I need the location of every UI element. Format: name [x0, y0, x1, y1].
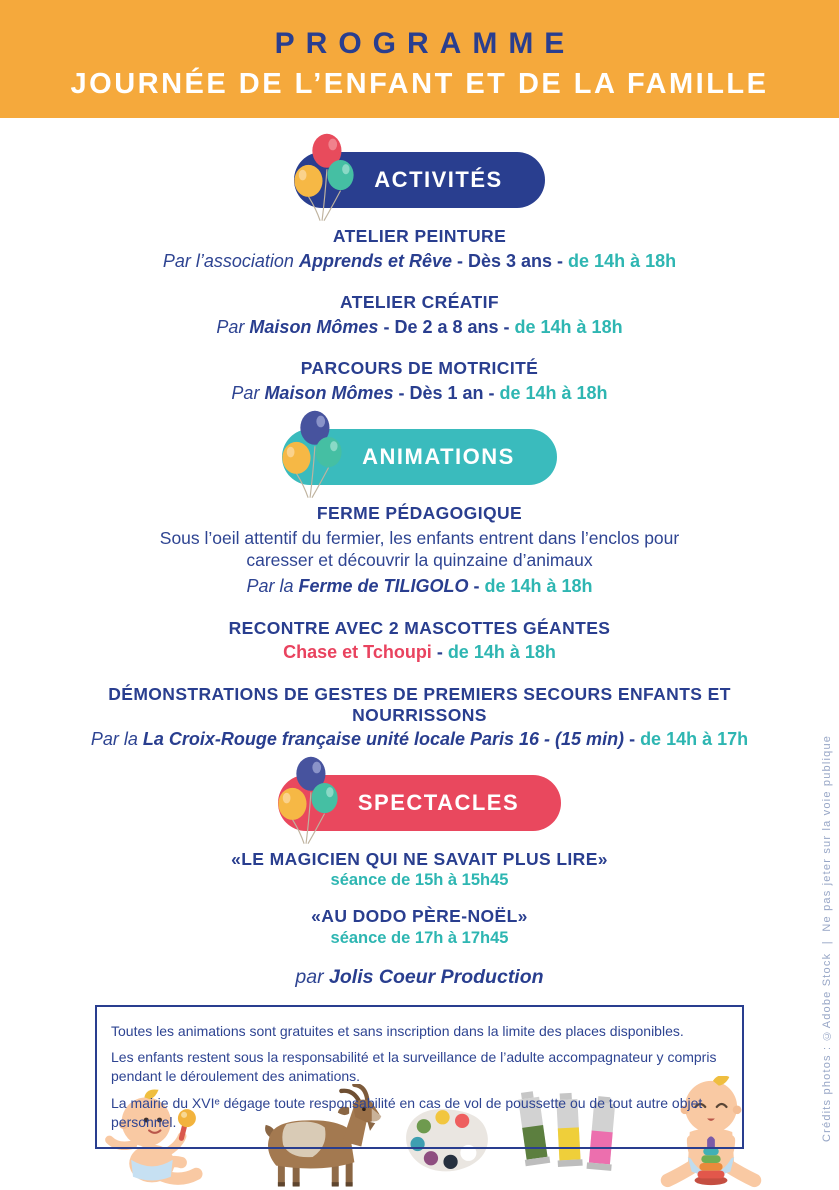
section-label-animations: ANIMATIONS [362, 443, 515, 469]
separator: - [468, 576, 485, 597]
section-label-activites: ACTIVITÉS [374, 167, 503, 192]
separator: - [624, 729, 641, 750]
credit-prefix: par [295, 965, 330, 988]
section-badge-activites [294, 152, 544, 208]
balloons-icon [290, 130, 358, 224]
by-prefix: Par la [246, 576, 299, 597]
activity-item [0, 292, 839, 338]
balloons-icon [278, 407, 346, 501]
time-range: de 14h à 18h [514, 316, 623, 337]
animation-detail [0, 642, 839, 664]
show-time: séance de 17h à 17h45 [330, 928, 509, 947]
provider-name: La Croix-Rouge française unité locale Paris 16 - (15 min) [142, 729, 625, 750]
notice-paragraph: Toutes les animations sont gratuites et sans inscription dans la limite des places disponibles. [111, 1022, 684, 1039]
activity-detail [0, 251, 839, 273]
age-range: - De 2 a 8 ans - [378, 316, 515, 337]
production-credit [0, 966, 839, 989]
notice-box [95, 1005, 744, 1150]
by-prefix: Par [231, 383, 265, 404]
section-label-spectacles: SPECTACLES [357, 789, 520, 815]
section-badge-spectacles [278, 775, 561, 831]
time-range: de 14h à 18h [568, 250, 677, 271]
balloons-icon [274, 753, 342, 847]
activity-title: PARCOURS DE MOTRICITÉ [300, 358, 539, 379]
notice-paragraph: La mairie du XVIᵉ dégage toute responsabilité en cas de vol de poussette ou de tout autre objet personnel. [111, 1094, 703, 1130]
by-prefix: Par l’association [162, 250, 299, 271]
provider-name: Apprends et Rêve [298, 250, 452, 271]
animation-detail [0, 576, 839, 598]
separator: - [431, 642, 448, 663]
production-name: Jolis Coeur Production [329, 965, 544, 988]
show-item [0, 906, 839, 948]
animation-item [0, 618, 839, 664]
activity-detail [0, 383, 839, 405]
show-title: «LE MAGICIEN QUI NE SAVAIT PLUS LIRE» [231, 848, 608, 869]
activity-detail [0, 317, 839, 339]
animation-detail [0, 729, 839, 751]
show-time: séance de 15h à 15h45 [330, 871, 509, 890]
animation-item [0, 503, 839, 598]
page-subtitle: JOURNÉE DE L’ENFANT ET DE LA FAMILLE [70, 68, 769, 100]
provider-name: Ferme de TILIGOLO [298, 576, 469, 597]
section-activites-header [0, 152, 839, 208]
by-prefix: Par la [90, 729, 143, 750]
page-title: PROGRAMME [274, 27, 576, 60]
photo-credits-note: Crédits photos : ©Adobe Stock | Ne pas jeter sur la voie publique [821, 734, 833, 1142]
time-range: de 14h à 18h [499, 383, 608, 404]
provider-name: Maison Mômes [249, 316, 379, 337]
animation-title: RECONTRE AVEC 2 MASCOTTES GÉANTES [228, 617, 611, 638]
show-title: «AU DODO PÈRE-NOËL» [311, 906, 528, 927]
section-badge-animations [282, 429, 557, 485]
show-item [0, 849, 839, 891]
activity-title: ATELIER CRÉATIF [340, 292, 499, 313]
section-animations-header [0, 429, 839, 485]
activity-title: ATELIER PEINTURE [332, 226, 507, 246]
age-range: - Dès 3 ans - [452, 250, 569, 271]
by-prefix: Par [216, 316, 250, 337]
time-range: de 14h à 17h [640, 729, 749, 750]
age-range: - Dès 1 an - [393, 383, 500, 404]
activity-item [0, 358, 839, 404]
activity-item [0, 226, 839, 272]
provider-name: Maison Mômes [264, 383, 394, 404]
animation-item [0, 684, 839, 751]
header [0, 0, 839, 118]
time-range: de 14h à 18h [447, 642, 556, 663]
animation-title: FERME PÉDAGOGIQUE [316, 502, 523, 523]
time-range: de 14h à 18h [484, 576, 593, 597]
animation-title: DÉMONSTRATIONS DE GESTES DE PREMIERS SECOURS ENFANTS ET NOURRISSONS [108, 683, 731, 725]
notice-paragraph: Les enfants restent sous la responsabilité et la surveillance de l’adulte accompagnateur y compris pendant le déroulement des animations. [111, 1048, 717, 1085]
animation-description: Sous l’oeil attentif du fermier, les enfants entrent dans l’enclos pour caresser et découvrir la quinzaine d’animaux [159, 528, 680, 571]
section-spectacles-header [0, 775, 839, 831]
mascots-names: Chase et Tchoupi [283, 642, 432, 663]
